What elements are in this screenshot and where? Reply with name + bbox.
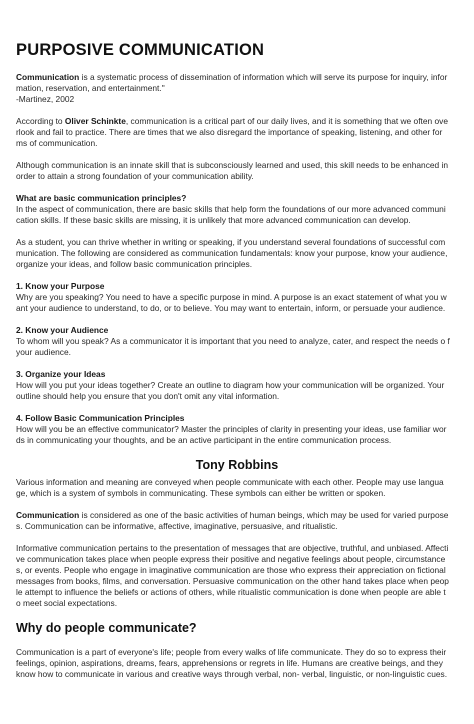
activities-line-1 [16, 510, 458, 521]
activities-line-1-text: is considered as one of the basic activities of human beings, which may be used for varied purpose [79, 510, 449, 520]
item-1-line-2: ant your audience to understand, to do, or to believe. You may want to entertain, inform, or persuade your audience. [16, 303, 446, 313]
item-3-heading: 3. Organize your Ideas [16, 369, 106, 379]
schinkte-prefix: According to [16, 116, 65, 126]
informative-line-4: messages from books, films, and conversation. Persuasive communication on the other hand takes place when peop [16, 576, 449, 586]
item-1-heading: 1. Know your Purpose [16, 281, 105, 291]
quote-line-2: mation, reservation, and entertainment." [16, 83, 165, 93]
student-line-2: munication. The following are considered as communication fundamentals: know your purpose, know your audience, [16, 248, 448, 258]
item-2-line-1: To whom will you speak? As a communicator it is important that you need to analyze, cater, and respect the needs o f [16, 336, 450, 346]
why-line-3: know how to communicate in various and creative ways through verbal, non- verbal, linguistic, or non-linguistic cues. [16, 669, 448, 679]
item-2-line-2: your audience. [16, 347, 71, 357]
item-3-line-2: outline should help you ensure that you don't omit any vital information. [16, 391, 280, 401]
schinkte-line-1-text: , communication is a critical part of our daily lives, and it is something that we often ove [125, 116, 448, 126]
informative-line-6: o meet social expectations. [16, 598, 118, 608]
document-title: PURPOSIVE COMMUNICATION [16, 41, 265, 59]
innate-line-2: order to attain a strong foundation of your communication ability. [16, 171, 254, 181]
activities-line-2: s. Communication can be informative, affective, imaginative, persuasive, and ritualistic. [16, 521, 338, 531]
principles-line-1: In the aspect of communication, there are basic skills that help form the foundations of our more advanced communi [16, 204, 446, 214]
item-3-line-1: How will you put your ideas together? Create an outline to diagram how your communication will be organized. Your [16, 380, 445, 390]
student-line-3: organize your ideas, and follow basic communication principles. [16, 259, 253, 269]
item-1-line-1: Why are you speaking? You need to have a specific purpose in mind. A purpose is an exact statement of what you w [16, 292, 447, 302]
quote-line-1 [16, 72, 458, 83]
activities-term: Communication [16, 510, 80, 520]
principles-heading: What are basic communication principles? [16, 193, 187, 203]
schinkte-line-2: rlook and fail to practice. There are times that we also disregard the importance of speaking, listening, and other for [16, 127, 443, 137]
why-line-1: Communication is a part of everyone's life; people from every walks of life communicate. They do so to express their [16, 647, 447, 657]
robbins-line-2: ge, which is a system of symbols in communicating. These symbols can either be written or spoken. [16, 488, 386, 498]
item-4-line-2: ds in communicating your thoughts, and be an active participant in the entire communication process. [16, 435, 392, 445]
informative-line-1: Informative communication pertains to the presentation of messages that are objective, truthful, and unbiased. Affecti [16, 543, 449, 553]
student-line-1: As a student, you can thrive whether in writing or speaking, if you understand several foundations of successful com [16, 237, 446, 247]
principles-line-2: cation skills. If these basic skills are missing, it is unlikely that more advanced communication can develop. [16, 215, 411, 225]
schinkte-name: Oliver Schinkte [64, 116, 126, 126]
quote-line-1-text: is a systematic process of dissemination of information which will serve its purpose for inquiry, infor [79, 72, 448, 82]
quote-term: Communication [16, 72, 80, 82]
why-line-2: feelings, opinion, aspirations, dreams, fears, apprehensions or regrets in life. Humans are creative beings, and they [16, 658, 443, 668]
informative-line-2: ve communication takes place when people express their positive and negative feelings about people, circumstance [16, 554, 446, 564]
schinkte-line-1 [16, 116, 458, 127]
quote-attribution: -Martinez, 2002 [16, 94, 75, 104]
item-4-line-1: How will you be an effective communicator? Master the principles of clarity in presenting your ideas, use familiar wor [16, 424, 447, 434]
informative-line-3: s, or events. People who engage in imaginative communication are those who express their appreciation on fictional [16, 565, 446, 575]
informative-line-5: le attempt to influence the beliefs or actions of others, while ritualistic communication is done when people are able t [16, 587, 446, 597]
item-2-heading: 2. Know your Audience [16, 325, 109, 335]
item-4-heading: 4. Follow Basic Communication Principles [16, 413, 185, 423]
robbins-heading: Tony Robbins [195, 458, 279, 472]
schinkte-line-3: ms of communication. [16, 138, 98, 148]
robbins-line-1: Various information and meaning are conveyed when people communicate with each other. People may use langua [16, 477, 444, 487]
innate-line-1: Although communication is an innate skill that is subconsciously learned and used, this skill needs to be enhanced in [16, 160, 449, 170]
why-heading: Why do people communicate? [16, 621, 197, 635]
